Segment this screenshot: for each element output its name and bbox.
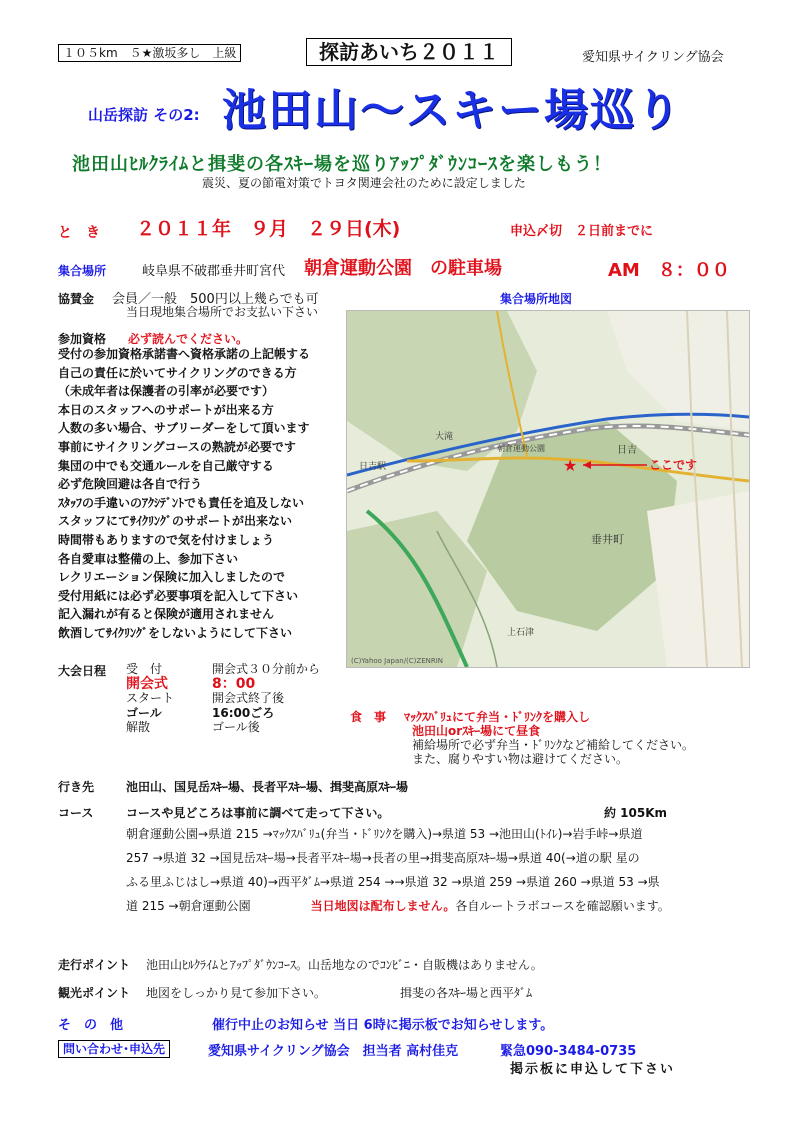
schedule-value: 開会式３０分前から [212, 662, 321, 676]
map-place-label: 上石津 [507, 628, 535, 638]
sight-point-value: 地図をしっかり見て参加下さい。 [146, 986, 327, 1000]
meal-line1: ﾏｯｸｽﾊﾞﾘｭにて弁当・ﾄﾞﾘﾝｸを購入し [404, 710, 591, 724]
requirement-item: 人数の多い場合、サブリーダーをして頂います [58, 421, 310, 436]
schedule-row [126, 691, 320, 706]
map-label: 集合場所地図 [500, 292, 573, 306]
schedule-key: 開会式 [126, 675, 168, 692]
contact-note: 掲示板に申込して下さい [510, 1062, 676, 1077]
destination-value: 池田山、国見岳ｽｷｰ場、長者平ｽｷｰ場、揖斐高原ｽｷｰ場 [126, 780, 409, 794]
schedule-key: 受 付 [126, 662, 163, 676]
schedule-row [126, 720, 320, 735]
schedule-key: スタート [126, 691, 175, 706]
date-value: ２０１１年 ９月 ２９日(木) [136, 218, 401, 240]
requirement-item: 集団の中でも交通ルールを自己厳守する [58, 458, 274, 473]
tagline: 池田山ﾋﾙｸﾗｲﾑと揖斐の各ｽｷｰ場を巡りｱｯﾌﾟﾀﾞｳﾝｺｰｽを楽しもう！ [72, 154, 612, 175]
ride-point-label: 走行ポイント [58, 958, 131, 972]
schedule-table [126, 662, 320, 735]
course-route-line: ふる里ふじはし→県道 40)→西平ﾀﾞﾑ→県道 254 →→県道 32 →県道 259 →県道 260 →県道 53 →県 [126, 875, 660, 889]
association-name: 愛知県サイクリング協会 [582, 50, 724, 65]
destination-label: 行き先 [58, 780, 95, 794]
deadline: 申込〆切 ２日前までに [510, 224, 654, 239]
requirement-item: スタッフにてｻｲｸﾘﾝｸﾞのサポートが出来ない [58, 514, 293, 529]
requirement-item: （未成年者は保護者の引率が必要です） [58, 384, 275, 399]
schedule-value: 16:00ごろ [212, 705, 275, 720]
map-place-label: 大滝 [435, 432, 454, 442]
star-marker-icon: ★ [563, 456, 578, 475]
ride-point-value: 池田山ﾋﾙｸﾗｲﾑとｱｯﾌﾟﾀﾞｳﾝｺｰｽ。山岳地なのでｺﾝﾋﾞﾆ・自販機はありません。 [146, 958, 543, 972]
title-prefix: 山岳探訪 その2: [88, 106, 200, 124]
series-box: 探訪あいち２０１１ [306, 38, 512, 66]
fee-line2: 当日現地集合場所でお支払い下さい [126, 305, 319, 319]
meal-line2: 池田山orｽｷｰ場にて昼食 [412, 724, 541, 738]
requirement-item: 飲酒してｻｲｸﾘﾝｸﾞをしないようにして下さい [58, 625, 293, 640]
meal-line3: 補給場所で必ず弁当・ﾄﾞﾘﾝｸなど補給してください。 [412, 738, 695, 752]
map-place-label: 日吉駅 [359, 462, 387, 472]
requirement-item: レクリエーション保険に加入しましたので [58, 570, 286, 585]
map-place-label: 朝倉運動公園 [497, 444, 545, 453]
here-label: ここです [649, 458, 698, 472]
course-last-line-end: 各自ルートラボコースを確認願います。 [455, 899, 670, 913]
meeting-place: 朝倉運動公園 の駐車場 [304, 258, 502, 279]
other-label: そ の 他 [58, 1018, 124, 1033]
fee-label: 協賛金 [58, 292, 95, 306]
map-credit: (C)Yahoo Japan/(C)ZENRIN [351, 657, 444, 665]
map-place-label: 日吉 [617, 445, 637, 456]
schedule-label: 大会日程 [58, 664, 107, 678]
sight-point-value2: 揖斐の各ｽｷｰ場と西平ﾀﾞﾑ [400, 986, 533, 1000]
course-distance: 約 105Km [604, 806, 668, 820]
schedule-value: 開会式終了後 [212, 691, 285, 706]
meeting-address: 岐阜県不破郡垂井町宮代 [142, 264, 286, 279]
requirement-item: ｽﾀｯﾌの手違いのｱｸｼﾃﾞﾝﾄでも責任を追及しない [58, 495, 305, 510]
requirement-item: 事前にサイクリングコースの熟読が必要です [58, 439, 296, 454]
meeting-time: AM ８：００ [608, 260, 730, 281]
meeting-place-map[interactable] [346, 310, 750, 668]
schedule-row [126, 706, 320, 721]
schedule-key: ゴール [126, 705, 162, 720]
requirement-item: 必ず危険回避は各自で行う [58, 477, 203, 492]
meal-line4: また、腐りやすい物は避けてください。 [412, 752, 629, 766]
course-route-line: 朝倉運動公園→県道 215 →ﾏｯｸｽﾊﾞﾘｭ(弁当・ﾄﾞﾘﾝｸを購入)→県道 53 →池田山(ﾄｲﾚ)→岩手峠→県道 [126, 827, 643, 841]
meal-label: 食 事 [350, 710, 387, 724]
course-intro: コースや見どころは事前に調べて走って下さい。 [126, 806, 390, 820]
course-route [126, 822, 670, 918]
requirements-list [58, 345, 310, 643]
schedule-key: 解散 [126, 720, 151, 735]
subtitle: 震災、夏の節電対策でトヨタ関連会社のために設定しました [202, 176, 526, 190]
map-place-label: 垂井町 [591, 533, 624, 546]
schedule-row [126, 677, 320, 692]
requirement-item: 各自愛車は整備の上、参加下さい [58, 551, 239, 566]
schedule-value: ゴール後 [212, 720, 260, 735]
requirements-label: 参加資格 [58, 332, 107, 346]
course-label: コース [58, 806, 94, 820]
requirement-item: 記入漏れが有ると保険が適用されません [58, 607, 275, 622]
course-route-line: 257 →県道 32 →国見岳ｽｷｰ場→長者平ｽｷｰ場→長者の里→揖斐高原ｽｷｰ場→県道 40(→道の駅 星の [126, 851, 640, 865]
requirement-item: 自己の責任に於いてサイクリングのできる方 [58, 365, 297, 380]
contact-label: 問い合わせ･申込先 [58, 1040, 170, 1058]
page-title: 池田山～スキー場巡り [222, 85, 682, 136]
map-graphic [347, 311, 749, 667]
sight-point-label: 観光ポイント [58, 986, 131, 1000]
course-last-line-start: 道 215 →朝倉運動公園 [126, 899, 251, 913]
contact-org: 愛知県サイクリング協会 担当者 高村佳克 [208, 1044, 459, 1059]
other-value: 催行中止のお知らせ 当日 6時に掲示板でお知らせします。 [212, 1018, 554, 1033]
meeting-label: 集合場所 [58, 264, 107, 278]
requirement-item: 受付の参加資格承諾書へ資格承諾の上記帳する [58, 347, 311, 361]
requirement-item: 受付用紙には必ず必要事項を記入して下さい [58, 588, 299, 603]
level-box: １０５km ５★激坂多し 上級 [58, 44, 241, 62]
schedule-row [126, 662, 320, 677]
schedule-value: 8：00 [212, 675, 256, 692]
must-read: 必ず読んでください。 [128, 332, 249, 346]
no-map-notice: 当日地図は配布しません。 [310, 899, 456, 913]
requirement-item: 本日のスタッフへのサポートが出来る方 [58, 402, 274, 417]
course-route-line [126, 894, 670, 918]
fee-line1: 会員／一般 500円以上幾らでも可 [112, 292, 319, 307]
requirement-item: 時間帯もありますので気を付けましょう [58, 532, 275, 547]
contact-phone[interactable]: 緊急090-3484-0735 [500, 1044, 637, 1059]
date-label: と き [58, 225, 100, 241]
